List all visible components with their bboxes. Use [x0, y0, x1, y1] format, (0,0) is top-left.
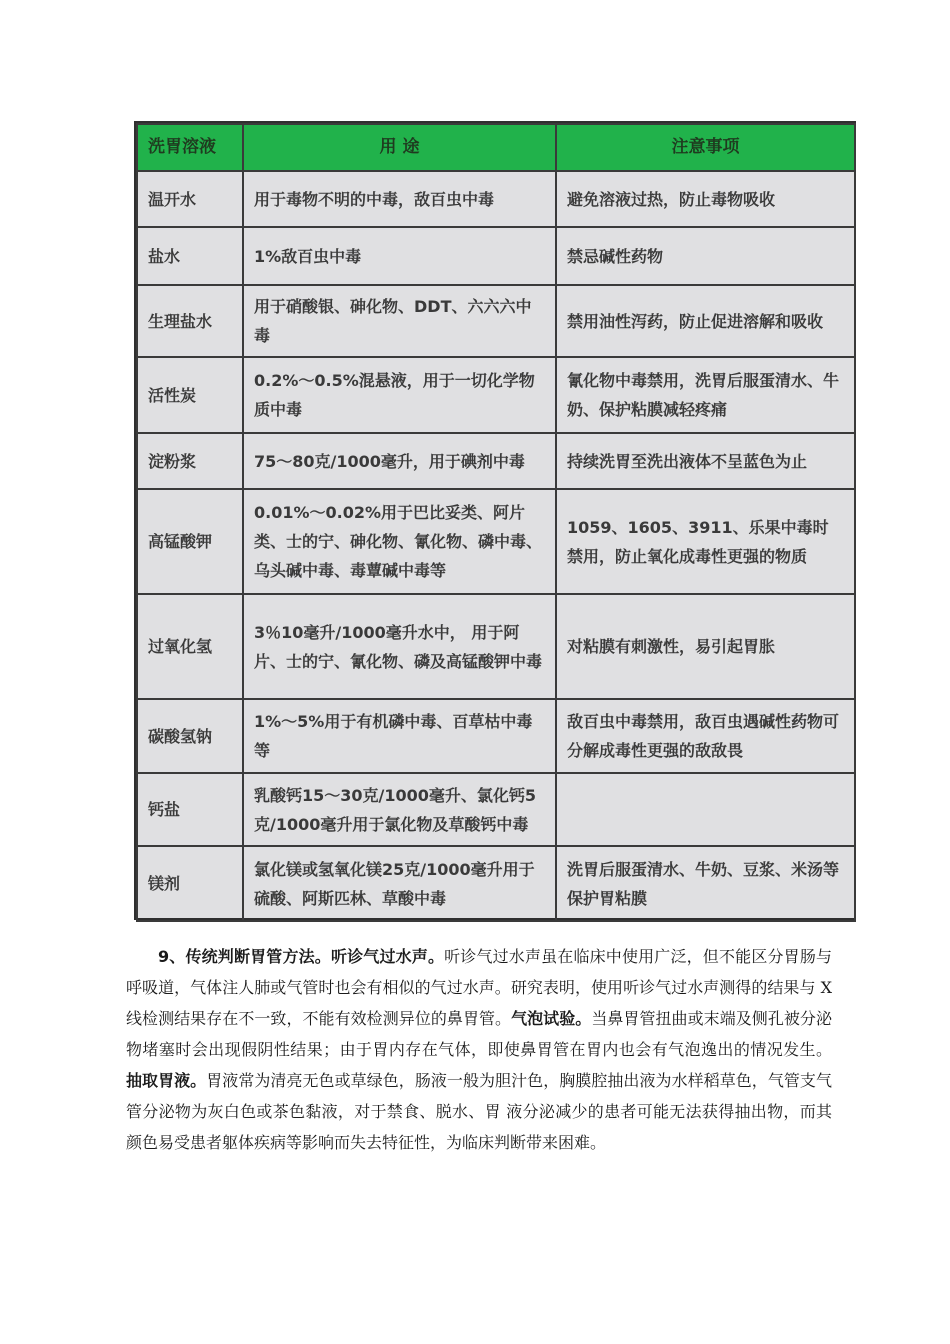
heading-bubble-test: 气泡试验。 [511, 1009, 592, 1028]
solution-name: 淀粉浆 [137, 433, 243, 489]
solution-name: 活性炭 [137, 357, 243, 433]
table-row [137, 489, 855, 594]
solution-note: 禁忌碱性药物 [556, 227, 855, 285]
solution-use: 1%敌百虫中毒 [243, 227, 556, 285]
solution-name: 生理盐水 [137, 285, 243, 357]
solution-name: 碳酸氢钠 [137, 699, 243, 773]
header-solution: 洗胃溶液 [137, 124, 243, 171]
table-row [137, 773, 855, 846]
solution-note: 禁用油性泻药，防止促进溶解和吸收 [556, 285, 855, 357]
paragraph-text-auscultation: 听诊气过水声虽在临床中使用广泛，但不能区分胃肠与呼吸道，气体注人肺或气管时也会有相似的气过水声。研究表明，使用听诊气过水声测得的结果与 X 线检测结果存在不一致，不能有效检测异位的鼻胃管。 [126, 947, 832, 1028]
solution-use: 0.01%～0.02%用于巴比妥类、阿片类、士的宁、砷化物、氰化物、磷中毒、乌头碱中毒、毒蕈碱中毒等 [243, 489, 556, 594]
table-row [137, 227, 855, 285]
solution-name: 过氧化氢 [137, 594, 243, 699]
solution-note: 氰化物中毒禁用，洗胃后服蛋清水、牛奶、保护粘膜减轻疼痛 [556, 357, 855, 433]
solution-name: 钙盐 [137, 773, 243, 846]
solution-use: 用于毒物不明的中毒，敌百虫中毒 [243, 171, 556, 227]
solution-note: 避免溶液过热，防止毒物吸收 [556, 171, 855, 227]
table-row [137, 285, 855, 357]
paragraph-text-bubble: 当鼻胃管扭曲或末端及侧孔被分泌物堵塞时会出现假阴性结果；由于胃内存在气体，即使鼻胃管在胃内也会有气泡逸出的情况发生。 [126, 1009, 832, 1059]
solution-use: 75～80克/1000毫升，用于碘剂中毒 [243, 433, 556, 489]
table-row [137, 846, 855, 921]
solution-use: 3％10毫升/1000毫升水中， 用于阿片、士的宁、氰化物、磷及高锰酸钾中毒 [243, 594, 556, 699]
solution-note: 对粘膜有刺激性，易引起胃胀 [556, 594, 855, 699]
table-row [137, 171, 855, 227]
solution-use: 1%～5%用于有机磷中毒、百草枯中毒等 [243, 699, 556, 773]
solution-name: 温开水 [137, 171, 243, 227]
section-lead-heading: 9、传统判断胃管方法。听诊气过水声。 [158, 947, 445, 966]
paragraph-text-aspirate: 胃液常为清亮无色或草绿色，肠液一般为胆汁色，胸膜腔抽出液为水样稻草色，气管支气管分泌物为灰白色或茶色黏液，对于禁食、脱水、胃 液分泌减少的患者可能无法获得抽出物，而其颜色易受患者躯体疾病等影响而失去特征性，为临床判断带来困难。 [126, 1071, 832, 1152]
gastric-lavage-table-container [134, 121, 856, 920]
solution-name: 高锰酸钾 [137, 489, 243, 594]
solution-name: 盐水 [137, 227, 243, 285]
table-row [137, 357, 855, 433]
nasogastric-method-paragraph [126, 941, 832, 1158]
header-use: 用 途 [243, 124, 556, 171]
solution-use: 用于硝酸银、砷化物、DDT、六六六中毒 [243, 285, 556, 357]
table-row [137, 433, 855, 489]
solution-note: 洗胃后服蛋清水、牛奶、豆浆、米汤等保护胃粘膜 [556, 846, 855, 921]
solution-name: 镁剂 [137, 846, 243, 921]
table-row [137, 699, 855, 773]
solution-note: 1059、1605、3911、乐果中毒时禁用，防止氧化成毒性更强的物质 [556, 489, 855, 594]
gastric-lavage-table [136, 123, 856, 922]
solution-note: 敌百虫中毒禁用，敌百虫遇碱性药物可分解成毒性更强的敌敌畏 [556, 699, 855, 773]
table-header-row [137, 124, 855, 171]
solution-note [556, 773, 855, 846]
solution-note: 持续洗胃至洗出液体不呈蓝色为止 [556, 433, 855, 489]
solution-use: 氯化镁或氢氧化镁25克/1000毫升用于硫酸、阿斯匹林、草酸中毒 [243, 846, 556, 921]
header-notes: 注意事项 [556, 124, 855, 171]
solution-use: 0.2%～0.5%混悬液，用于一切化学物质中毒 [243, 357, 556, 433]
table-row [137, 594, 855, 699]
heading-aspirate: 抽取胃液。 [126, 1071, 207, 1090]
solution-use: 乳酸钙15～30克/1000毫升、氯化钙5克/1000毫升用于氯化物及草酸钙中毒 [243, 773, 556, 846]
